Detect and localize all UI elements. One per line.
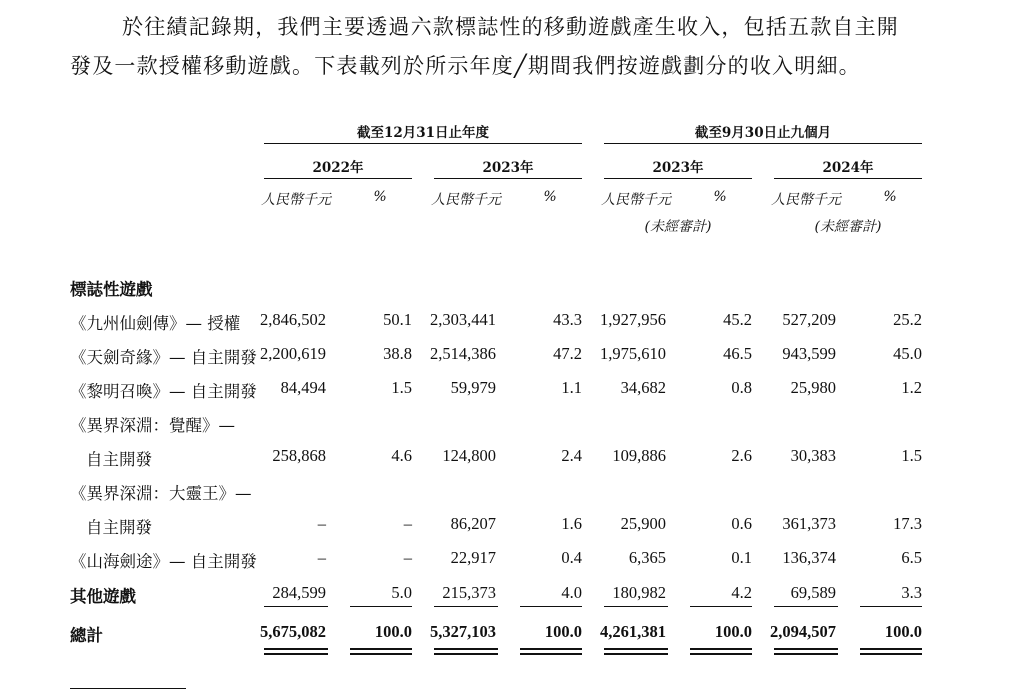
unit-header: 人民幣千元 <box>261 192 331 208</box>
table-cell: 215,373 <box>442 583 496 602</box>
table-cell: 6.5 <box>901 548 922 567</box>
table-cell: 25.2 <box>893 310 922 329</box>
table-cell: 136,374 <box>782 548 836 567</box>
table-cell: 3.3 <box>901 583 922 602</box>
pct-header: % <box>543 189 557 205</box>
table-cell: 86,207 <box>450 514 496 533</box>
table-cell: 1.6 <box>561 514 582 533</box>
row-label-cont: 自主開發 <box>86 450 152 469</box>
footnote-rule <box>70 688 186 689</box>
table-cell: 2,514,386 <box>430 344 496 363</box>
subtotal-rule <box>690 606 752 607</box>
row-label: 《異界深淵：大靈王》— <box>70 484 252 503</box>
table-cell: – <box>317 548 326 567</box>
table-cell: 38.8 <box>383 344 412 363</box>
table-cell: 45.2 <box>723 310 752 329</box>
table-cell: 258,868 <box>272 446 326 465</box>
total-double-rule <box>860 648 922 655</box>
unit-header: 人民幣千元 <box>601 192 671 208</box>
total-double-rule <box>774 648 838 655</box>
subtotal-rule <box>350 606 412 607</box>
table-cell: 1.5 <box>391 378 412 397</box>
group-header-year-rule <box>264 143 582 144</box>
table-cell: 6,365 <box>628 548 666 567</box>
table-cell: 34,682 <box>620 378 666 397</box>
subtotal-rule <box>520 606 582 607</box>
table-cell: 5.0 <box>391 583 412 602</box>
table-cell: 2.4 <box>561 446 582 465</box>
table-cell: 1,927,956 <box>600 310 666 329</box>
intro-line-1: 於往績記錄期，我們主要透過六款標誌性的移動遊戲產生收入，包括五款自主開 <box>122 15 899 39</box>
table-cell: 2.6 <box>731 446 752 465</box>
subtotal-rule <box>264 606 328 607</box>
row-label-cont: 自主開發 <box>86 518 152 537</box>
table-cell: 1.1 <box>561 378 582 397</box>
table-cell: 25,900 <box>620 514 666 533</box>
total-double-rule <box>604 648 668 655</box>
total-double-rule <box>350 648 412 655</box>
table-cell: 84,494 <box>280 378 326 397</box>
total-cell: 100.0 <box>544 622 582 641</box>
table-cell: 2,303,441 <box>430 310 496 329</box>
unit-header: 人民幣千元 <box>771 192 841 208</box>
table-cell: 0.4 <box>561 548 582 567</box>
table-cell: 284,599 <box>272 583 326 602</box>
table-cell: 1.5 <box>901 446 922 465</box>
table-cell: 0.1 <box>731 548 752 567</box>
table-cell: 1,975,610 <box>600 344 666 363</box>
row-label: 《天劍奇緣》— 自主開發 <box>70 348 257 367</box>
subtotal-rule <box>604 606 668 607</box>
table-cell: 45.0 <box>893 344 922 363</box>
table-cell: 180,982 <box>612 583 666 602</box>
period-header-2024-9m: 2024年 <box>822 160 874 176</box>
table-cell: – <box>403 548 412 567</box>
row-label: 《異界深淵：覺醒》— <box>70 416 235 435</box>
period-rule-2023 <box>434 178 582 179</box>
table-cell: – <box>317 514 326 533</box>
total-cell: 2,094,507 <box>770 622 836 641</box>
table-cell: 4.2 <box>731 583 752 602</box>
table-cell: 2,200,619 <box>260 344 326 363</box>
row-label: 《九州仙劍傳》— 授權 <box>70 314 241 333</box>
period-header-2022: 2022年 <box>312 160 364 176</box>
total-cell: 100.0 <box>714 622 752 641</box>
subtotal-rule <box>434 606 498 607</box>
period-header-2023-9m: 2023年 <box>652 160 704 176</box>
table-cell: 22,917 <box>450 548 496 567</box>
table-cell: 124,800 <box>442 446 496 465</box>
total-double-rule <box>520 648 582 655</box>
table-cell: 25,980 <box>790 378 836 397</box>
table-cell: 69,589 <box>790 583 836 602</box>
period-rule-2024-9m <box>774 178 922 179</box>
table-cell: 2,846,502 <box>260 310 326 329</box>
row-label: 《黎明召喚》— 自主開發 <box>70 382 257 401</box>
total-double-rule <box>434 648 498 655</box>
table-cell: – <box>403 514 412 533</box>
table-cell: 46.5 <box>723 344 752 363</box>
table-cell: 47.2 <box>553 344 582 363</box>
group-header-year: 截至12月31日止年度 <box>356 125 490 141</box>
total-cell: 100.0 <box>884 622 922 641</box>
table-cell: 17.3 <box>893 514 922 533</box>
table-cell: 0.6 <box>731 514 752 533</box>
table-cell: 30,383 <box>790 446 836 465</box>
pct-header: % <box>883 189 897 205</box>
total-double-rule <box>264 648 328 655</box>
total-double-rule <box>690 648 752 655</box>
table-cell: 59,979 <box>450 378 496 397</box>
table-cell: 527,209 <box>782 310 836 329</box>
unaudited-label: (未經審計) <box>644 219 712 235</box>
total-cell: 5,675,082 <box>260 622 326 641</box>
intro-paragraph <box>70 8 970 86</box>
total-label: 總計 <box>70 626 103 645</box>
subtotal-rule <box>860 606 922 607</box>
total-cell: 4,261,381 <box>600 622 666 641</box>
table-cell: 50.1 <box>383 310 412 329</box>
table-cell: 1.2 <box>901 378 922 397</box>
row-label: 其他遊戲 <box>70 587 136 606</box>
unit-header: 人民幣千元 <box>431 192 501 208</box>
row-label: 《山海劍途》— 自主開發 <box>70 552 257 571</box>
pct-header: % <box>713 189 727 205</box>
subtotal-rule <box>774 606 838 607</box>
table-cell: 4.0 <box>561 583 582 602</box>
period-header-2023: 2023年 <box>482 160 534 176</box>
period-rule-2022 <box>264 178 412 179</box>
total-cell: 5,327,103 <box>430 622 496 641</box>
table-cell: 4.6 <box>391 446 412 465</box>
table-cell: 943,599 <box>782 344 836 363</box>
pct-header: % <box>373 189 387 205</box>
unaudited-label: (未經審計) <box>814 219 882 235</box>
table-cell: 361,373 <box>782 514 836 533</box>
table-cell: 43.3 <box>553 310 582 329</box>
total-cell: 100.0 <box>374 622 412 641</box>
table-cell: 109,886 <box>612 446 666 465</box>
intro-line-2: 發及一款授權移動遊戲。下表載列於所示年度╱期間我們按遊戲劃分的收入明細。 <box>70 54 861 78</box>
period-rule-2023-9m <box>604 178 752 179</box>
group-header-nine-months-rule <box>604 143 922 144</box>
table-cell: 0.8 <box>731 378 752 397</box>
group-header-nine-months: 截至9月30日止九個月 <box>694 125 832 141</box>
section-heading: 標誌性遊戲 <box>70 280 153 299</box>
